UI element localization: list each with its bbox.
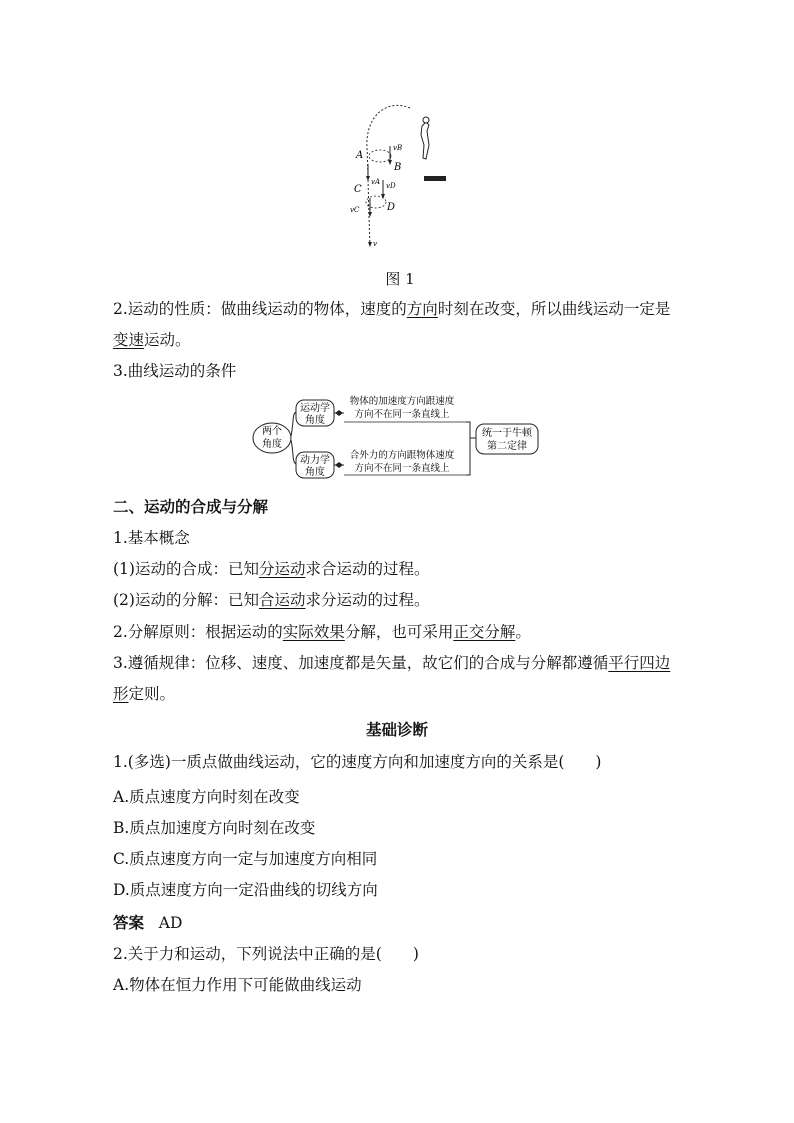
answer-value: AD [158, 914, 183, 932]
diver-figure [421, 122, 429, 159]
figure-caption: 图 1 [385, 270, 415, 288]
q1-option-c: C.质点速度方向一定与加速度方向相同 [113, 850, 378, 868]
heading-basic-concepts: 1.基本概念 [113, 529, 190, 547]
paragraph-nature-cont: 变速运动。 [113, 331, 191, 349]
label-vA: vA [371, 178, 381, 186]
root-line2: 角度 [262, 439, 282, 450]
q2-option-a: A.物体在恒力作用下可能做曲线运动 [113, 976, 362, 994]
q1-answer [113, 912, 182, 934]
paragraph-decomposition: (2)运动的分解：已知合运动求分运动的过程。 [113, 591, 430, 609]
label-vC: vC [350, 206, 360, 214]
diving-trajectory-figure [340, 98, 450, 258]
root-line1: 两个 [262, 426, 282, 437]
r-line1: 统一于牛顿 [482, 428, 532, 439]
d1-line1: 物体的加速度方向跟速度 [349, 396, 455, 407]
blank-orthogonal: 正交分解 [453, 623, 516, 641]
label-A: A [356, 150, 364, 161]
answer-label: 答案 [113, 913, 145, 932]
k2-line2: 角度 [305, 467, 325, 478]
d2-line1: 合外力的方向跟物体速度 [349, 450, 455, 461]
paragraph-composition: (1)运动的合成：已知分运动求合运动的过程。 [113, 560, 430, 578]
paragraph-principle: 2.分解原则：根据运动的实际效果分解，也可采用正交分解。 [113, 623, 531, 641]
question-1: 1.(多选)一质点做曲线运动，它的速度方向和加速度方向的关系是( ) [113, 753, 602, 771]
k2-line1: 动力学 [300, 455, 330, 466]
label-v: v [373, 240, 377, 248]
section-title-diagnosis: 基础诊断 [365, 720, 428, 739]
question-2: 2.关于力和运动，下列说法中正确的是( ) [113, 945, 419, 963]
label-D: D [387, 202, 396, 213]
label-B: B [394, 162, 402, 173]
blank-actual-effect: 实际效果 [282, 623, 345, 641]
diving-board [424, 176, 446, 181]
label-vB: vB [393, 144, 403, 152]
k1-line2: 角度 [305, 415, 325, 426]
paragraph-nature: 2.运动的性质：做曲线运动的物体，速度的方向时刻在改变，所以曲线运动一定是 [113, 300, 671, 318]
blank-parallelogram: 平行四边 [608, 654, 671, 672]
r-line2: 第二定律 [487, 441, 527, 452]
blank-variable-speed: 变速 [113, 331, 145, 349]
blank-resultant-motion: 合运动 [258, 591, 306, 609]
blank-direction: 方向 [406, 300, 438, 318]
q1-option-d: D.质点速度方向一定沿曲线的切线方向 [113, 881, 378, 899]
d2-line2: 方向不在同一条直线上 [354, 463, 450, 474]
conditions-diagram [252, 392, 548, 482]
q1-option-b: B.质点加速度方向时刻在改变 [113, 819, 316, 837]
k1-line1: 运动学 [300, 403, 330, 414]
section-heading-2: 二、运动的合成与分解 [113, 497, 269, 516]
blank-component-motion: 分运动 [258, 560, 306, 578]
trajectory-path [367, 105, 410, 248]
label-vD: vD [386, 182, 396, 190]
d1-line2: 方向不在同一条直线上 [354, 409, 450, 420]
paragraph-rule: 3.遵循规律：位移、速度、加速度都是矢量，故它们的合成与分解都遵循平行四边 [113, 654, 671, 672]
q1-option-a: A.质点速度方向时刻在改变 [113, 788, 300, 806]
heading-conditions: 3.曲线运动的条件 [113, 362, 237, 380]
label-C: C [354, 184, 362, 195]
paragraph-rule-cont: 形定则。 [113, 685, 176, 703]
